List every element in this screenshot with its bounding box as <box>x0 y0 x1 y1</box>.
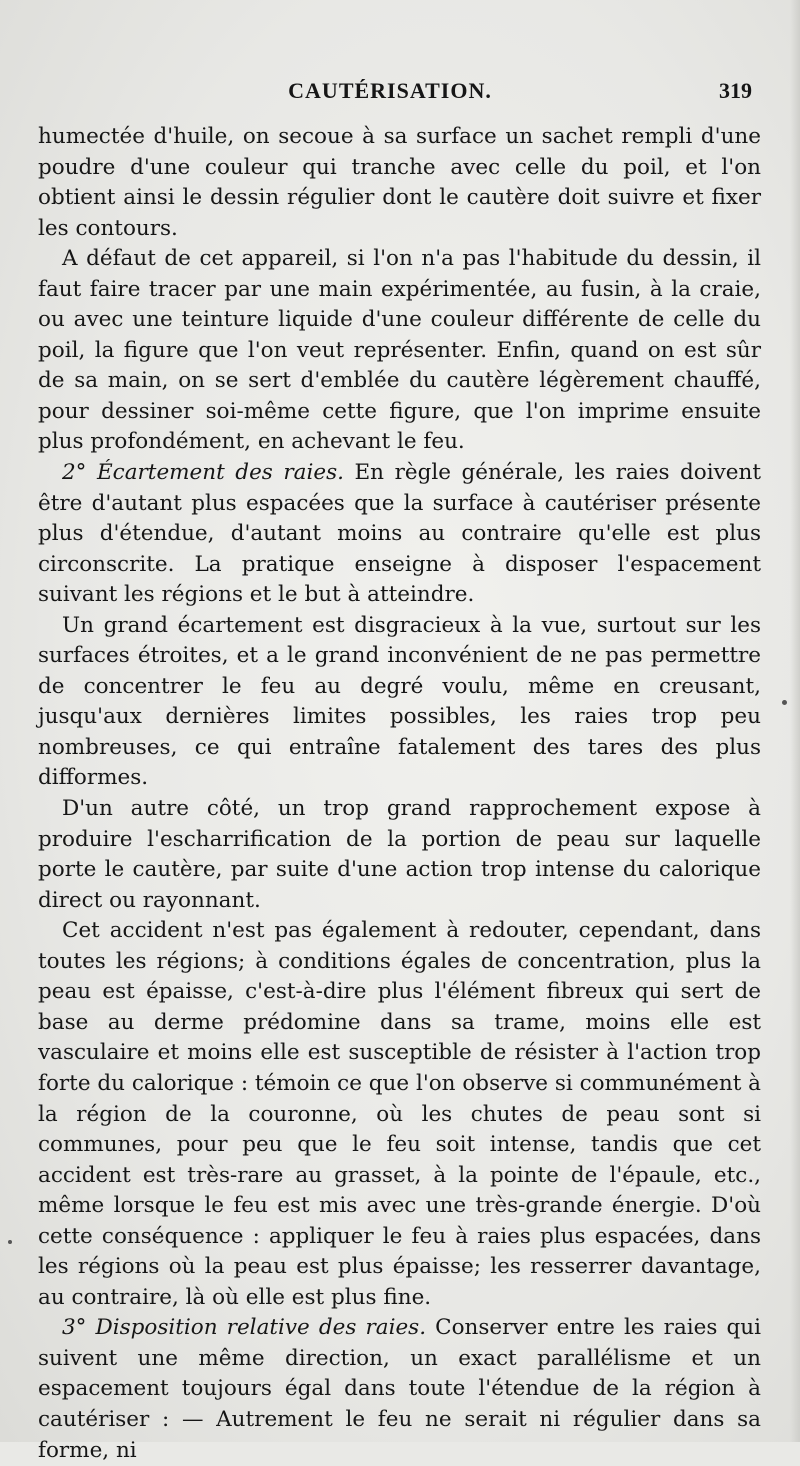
paragraph-text: humectée d'huile, on secoue à sa surface un sachet rempli d'une poudre d'une couleur qui tranche avec celle du poil, et l'on obtient ainsi le dessin régulier dont le cautère doit suivre et fixer les contours. <box>38 124 761 241</box>
paragraph <box>38 244 761 458</box>
paragraph-text: Conserver entre les raies qui suivent une même direction, un exact parallélisme et un espacement toujours égal dans toute l'étendue de la région à cautériser : — Autrement le feu ne serait ni régulier dans sa forme, ni <box>38 1315 761 1463</box>
paragraph <box>38 611 761 794</box>
page-number: 319 <box>719 78 752 103</box>
paragraph-continuation <box>38 122 761 244</box>
paragraph-text: En règle générale, les raies doivent être d'autant plus espacées que la surface à cautériser présente plus d'étendue, d'autant moins au contraire qu'elle est plus circonscrite. La pratique enseigne à disposer l'espacement suivant les régions et le but à atteindre. <box>38 460 761 608</box>
ink-speck <box>782 700 787 705</box>
paragraph-disposition <box>38 1313 761 1466</box>
paragraph-text: D'un autre côté, un trop grand rapprochement expose à produire l'escharrification de la portion de peau sur laquelle porte le cautère, par suite d'une action trop intense du calorique direct ou rayonnant. <box>38 796 761 913</box>
body-text <box>38 122 761 1466</box>
paragraph-text: A défaut de cet appareil, si l'on n'a pas l'habitude du dessin, il faut faire tracer par une main expérimentée, au fusin, à la craie, ou avec une teinture liquide d'une couleur différente de celle du poil, la figure que l'on veut représenter. Enfin, quand on est sûr de sa main, on se sert d'emblée du cautère légèrement chauffé, pour dessiner soi-même cette figure, que l'on imprime ensuite plus profondément, en achevant le feu. <box>38 246 761 455</box>
section-heading: 3° Disposition relative des raies. <box>62 1315 427 1341</box>
paragraph <box>38 794 761 916</box>
page-edge-shadow <box>790 0 800 1442</box>
paragraph <box>38 916 761 1313</box>
section-heading: 2° Écartement des raies. <box>62 460 344 486</box>
paragraph-text: Un grand écartement est disgracieux à la vue, surtout sur les surfaces étroites, et a le grand inconvénient de ne pas permettre de concentrer le feu au degré voulu, même en creusant, jusqu'aux dernières limites possibles, les raies trop peu nombreuses, ce qui entraîne fatalement des tares des plus difformes. <box>38 612 761 791</box>
paragraph-ecartement <box>38 458 761 611</box>
ink-speck <box>8 1240 12 1244</box>
page-header <box>0 78 800 108</box>
running-title: CAUTÉRISATION. <box>288 78 492 103</box>
paragraph-text: Cet accident n'est pas également à redouter, cependant, dans toutes les régions; à conditions égales de concentration, plus la peau est épaisse, c'est-à-dire plus l'élément fibreux qui sert de base au derme prédomine dans sa trame, moins elle est vasculaire et moins elle est susceptible de résister à l'action trop forte du calorique : témoin ce que l'on observe si communément à la région de la couronne, où les chutes de peau sont si communes, pour peu que le feu soit intense, tandis que cet accident est très-rare au grasset, à la pointe de l'épaule, etc., même lorsque le feu est mis avec une très-grande énergie. D'où cette conséquence : appliquer le feu à raies plus espacées, dans les régions où la peau est plus épaisse; les resserrer davantage, au contraire, là où elle est plus fine. <box>38 918 761 1310</box>
